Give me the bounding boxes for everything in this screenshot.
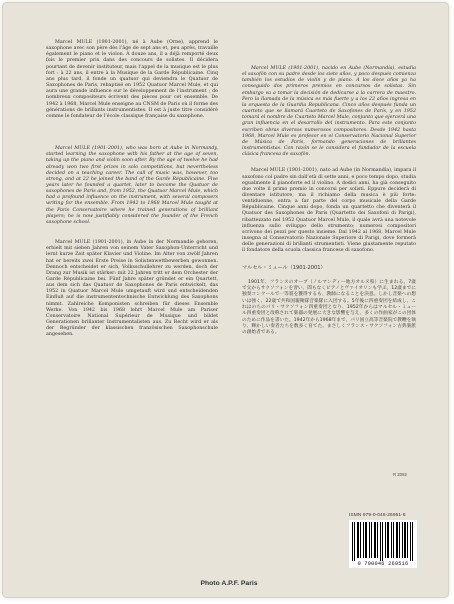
barcode	[349, 520, 417, 568]
english-biography: Marcel MULE (1901-2001), who was born at Aube in Normandy, started learning the saxophone with his father at the age of seven, taking up the piano and violin soon after. By the age of twelve he had already won two first prizes in solo competitions, but nevertheless decided on a teaching career. The call of music was, however, too strong, and at 22 he joined the band of the Garde Républicaine. Five years later he founded a quartet, later to become the Quatuor de saxophones de Paris and, from 1952, the Quatuor Marcel Mule, which had a profound influence on the instrument, with several composers writing for the ensemble. From 1942 to 1968 Marcel Mule taught at the Paris Conservatoire where he trained generations of brilliant players; he is now justifiably considered the founder of the French saxophone school.	[46, 146, 218, 225]
page-sheet	[2, 2, 449, 598]
japanese-heading: マルセル・ミュール（1901-2001）	[242, 264, 326, 271]
right-text-column	[242, 40, 416, 345]
isbn-label: ISMN 979-0-046-26951-6	[349, 513, 406, 518]
spanish-biography: Marcel MULE (1901-2001), nacido en Aube (Normandía), estudia el saxofón con su padre desde los siete años, y poco después comienza también los estudios de violín y de piano. A los doce años ya ha conseguido dos primeros premios en concursos de solistas. Sin embargo va a tomar la decisión de dedicarse a la carrera de maestro. Pero la llamada de la música es más fuerte y a los 22 años ingresa en la orquesta de la Guardia Republicana. Cinco años después funda un cuarteto que se llamará Cuarteto de Saxofones de París, y en 1952 tomará el nombre de Cuarteto Marcel Mule, conjunto que ejercerá una gran influencia en el desarrollo del instrumento. Para este conjunto escriben obras diversos numerosos compositores. Desde 1942 hasta 1968, Marcel Mule es profesor en el Conservatorio Nacional Superior de Música de París, formando generaciones de brillantes instrumentistas. Con razón se le considera el fundador de la escuela clásica francesa de saxofón.	[242, 66, 416, 158]
german-biography: Marcel MULE (1901-2001), in Aube in der Normandie geboren, erhielt mit sieben Jahren von seinem Vater Saxophon-Unterricht und lernt kurze Zeit später Klavier und Violine. Im Alter von zwölf Jahren hat er bereits zwei Erste Preise in Solistenwettbewerben gewonnen. Dennoch entscheidet er sich, Volksschullehrer zu werden, doch der Drang zur Musik ist stärker: mit 22 Jahren tritt er dem Orchester der Garde Républicaine bei. Fünf Jahre später gründet er ein Quartett, aus dem sich das Quatuor de Saxophones de Paris entwickelt, das 1952 in Quatuor Marcel Mule umgetauft wird und entscheidenden Einfluß auf die instrumententechnische Entwicklung des Saxophons nimmt. Zahlreiche Komponisten schreiben für dieses Ensemble Werke. Von 1942 bis 1968 lehrt Marcel Mule am Pariser Conservatoire National Supérieur de Musique und bildet Generationen brillanter Instrumentalisten aus. Zu Recht wird er als der Begründer der klassischen französischen Saxophonschule angesehen.	[46, 240, 218, 338]
isbn-block	[349, 513, 417, 568]
french-biography: Marcel MULE (1901-2001), né à Aube (Orne), apprend le saxophone avec son père dès l’âge de sept ans et, peu après, travaille également le piano et le violon. À douze ans, il a déjà remporté deux fois le premier prix dans des concours de solistes. Il décidera pourtant de devenir instituteur, mais l’appel de la musique est le plus fort : à 22 ans, il entre à la Musique de la Garde Républicaine. Cinq ans plus tard, il fonde un quatuor qui deviendra le Quatuor de Saxophones de Paris, rebaptisé en 1952 Quatuor Marcel Mule, et qui aura une grande influence sur le développement de l’instrument ; de nombreux compositeurs écrivent des pièces pour cet ensemble. De 1942 à 1968, Marcel Mule enseigne au CNSM de Paris où il forme des générations de brillants instrumentistes. Il est à juste titre considéré comme le fondateur de l’école classique française du saxophone.	[46, 40, 218, 119]
italian-biography: Marcel MULE (1901-2001), nato ad Aube (in Normandia), impara il saxofono col padre sin dall’età di sette anni, e poco tempo dopo, studia egualmente il pianoforte ed il violino. A dodici anni, ha già conseguito due volte il primo premio in concorsi per solisti. Eppure deciderà di diventare istitutore, ma il richiamo della musica è più forte: ventiduenne, entra a far parte del corpo musicale della Garde Républicaine. Cinque anni dopo, fonda un quartetto che diventerà il Quatuor des Saxophones de Paris (Quartetto dei Saxofoni di Parigi), ribattezzato nel 1952 Quatuor Marcel Mule, il quale avrà una notevole influenza sullo sviluppo dello strumento; numerosi compositori scrivono dei pezzi per questo insieme. Dal 1942 al 1968, Marcel Mule insegna al Conservatorio Nazionale Superiore di Parigi, dove formerà delle generazioni di brillanti strumentisti. Viene giustamente reputato il fondatore della scuola classica francese di saxofono.	[242, 168, 416, 254]
japanese-biography: 1901年、フランスのオーブ（ノルマンディー地方オルヌ県）に生まれる。7歳で父からサクソフォンを習い、間もなくピアノとヴァイオリンも学ぶ。12歳までに独奏コンクールで一等賞を獲得するも、教師になることを決意。しかし音楽への想いは強く、22歳で共和国親衛隊音楽隊に入団する。5年後に四重奏団を結成し、これはのちのパリ・サクソフォン四重奏団となり、1952年からはマルセル・ミュール四重奏団と改称されて楽器の発展に大きな影響を与え、多くの作曲家がこの団体のために作品を書いた。1942年から1968年まで、パリ国立高等音楽院で教鞭を執り、輝かしい奏者たちを数多く育てた。まさしくフランス・サクソフォン古典楽派の創始者である。	[242, 279, 416, 336]
barcode-number: 9 790046 269516	[351, 561, 415, 567]
left-text-column	[46, 40, 218, 348]
photo-credit: Photo A.P.F. Paris	[200, 580, 258, 587]
catalog-code: R 2082	[393, 472, 407, 477]
